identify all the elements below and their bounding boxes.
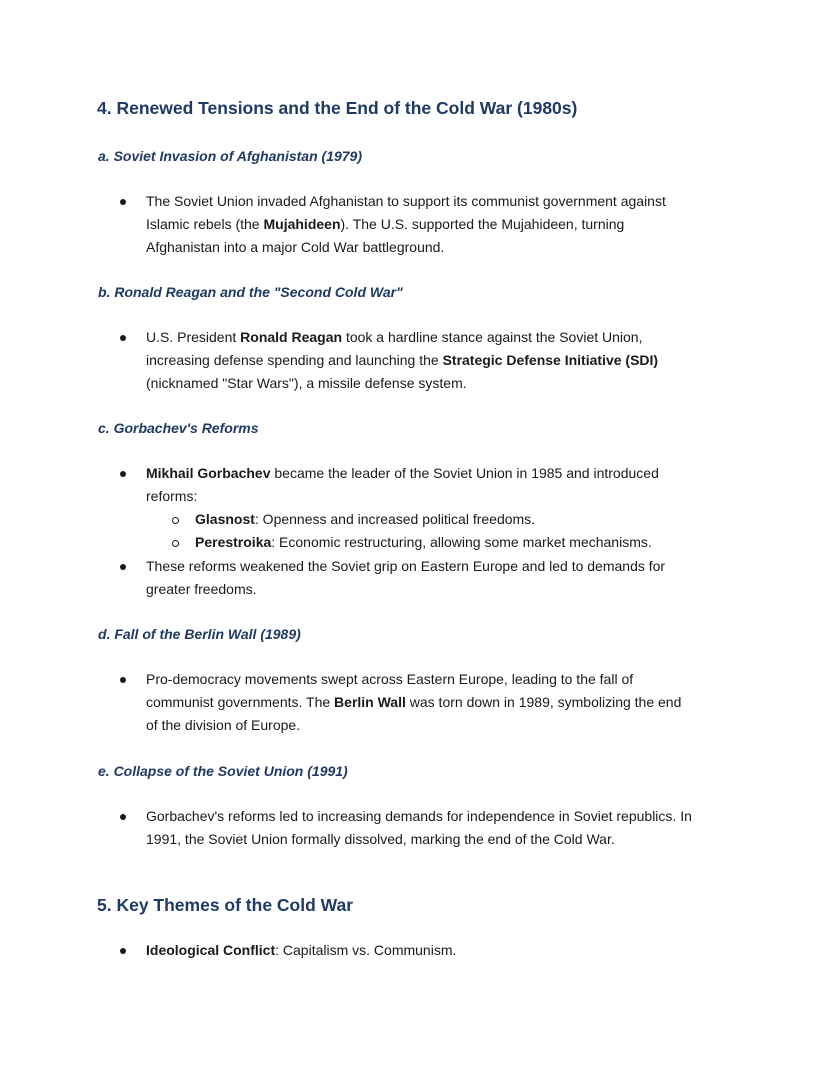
bullet-icon bbox=[120, 814, 126, 820]
section-4-title: 4. Renewed Tensions and the End of the Cold War (1980s) bbox=[97, 98, 578, 118]
subsection-a-heading: a. Soviet Invasion of Afghanistan (1979) bbox=[98, 148, 362, 164]
bullet-icon bbox=[120, 564, 126, 570]
circle-bullet-icon bbox=[172, 517, 179, 524]
bullet-icon bbox=[120, 948, 126, 954]
bullet-icon bbox=[120, 677, 126, 683]
bullet-icon bbox=[120, 471, 126, 477]
subsection-e-heading: e. Collapse of the Soviet Union (1991) bbox=[98, 763, 348, 779]
subsection-c-heading: c. Gorbachev's Reforms bbox=[98, 420, 259, 436]
circle-bullet-icon bbox=[172, 540, 179, 547]
document-page: 4. Renewed Tensions and the End of the Cold War (1980s) a. Soviet Invasion of Afghanistan (1979) The Soviet Union invaded Afghanistan to support its communist government against Islamic rebels (the Mujahideen). The U.S. supported the Mujahideen, turning Afghanistan into a major Cold War battleground. b. Ronald Reagan and the "Second Cold War" U.S. President Ronald Reagan took a hardline stance against the Soviet Union, increasing defense spending and launching the Strategic Defense Initiative (SDI) (nicknamed "Star Wars"), a missile defense system. c. Gorbachev's Reforms Mikhail Gorbachev became the leader of the Soviet Union in 1985 and introduced reforms: Glasnost: Openness and increased political freedoms. Perestroika: Economic restructuring, allowing some market mechanisms. These reforms weakened the Soviet grip on Eastern Europe and led to demands for greater freedoms. d. Fall of the Berlin Wall (1989) Pro-democracy movements swept across Eastern Europe, leading to the fall of communist governments. The Berlin Wall was torn down in 1989, symbolizing the end of the division of Europe. e. Collapse of the Soviet Union (1991) Gorbachev's reforms led to increasing demands for independence in Soviet republics. In 1991, the Soviet Union formally dissolved, marking the end of the Cold War. 5. Key Themes of the Cold War Ideological Conflict: Capitalism vs. Communism. bbox=[97, 98, 692, 958]
bullet-icon bbox=[120, 335, 126, 341]
section-5-title: 5. Key Themes of the Cold War bbox=[97, 895, 354, 915]
subsection-d-heading: d. Fall of the Berlin Wall (1989) bbox=[98, 626, 301, 642]
subsection-b-heading: b. Ronald Reagan and the "Second Cold War" bbox=[98, 284, 403, 300]
bullet-icon bbox=[120, 199, 126, 205]
